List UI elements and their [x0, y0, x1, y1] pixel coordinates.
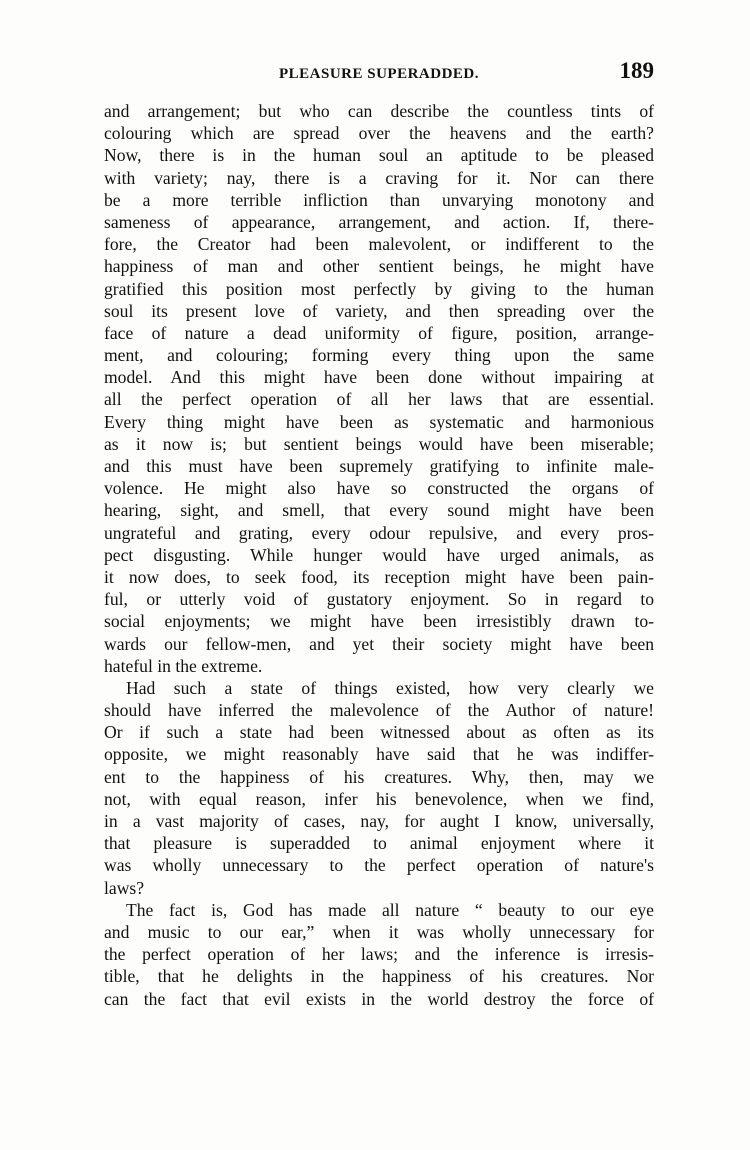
text-line: not, with equal reason, infer his benevolence, when we find, [104, 788, 654, 809]
text-line: ungrateful and grating, every odour repulsive, and every pros- [104, 522, 654, 543]
text-line: all the perfect operation of all her laws that are essential. [104, 389, 654, 410]
text-line: be a more terrible infliction than unvarying monotony and [104, 189, 654, 210]
text-line: Or if such a state had been witnessed about as often as its [104, 722, 654, 743]
text-line: hateful in the extreme. [104, 655, 263, 676]
text-line: and music to our ear,” when it was wholly unnecessary for [104, 921, 654, 942]
text-line: should have inferred the malevolence of the Author of nature! [104, 700, 654, 721]
text-line: happiness of man and other sentient beings, he might have [104, 256, 654, 277]
page-number: 189 [619, 58, 654, 83]
paragraph [104, 899, 654, 1010]
text-line: Every thing might have been as systematic and harmonious [104, 411, 654, 432]
text-line: hearing, sight, and smell, that every sound might have been [104, 500, 654, 521]
text-line: The fact is, God has made all nature “ beauty to our eye [126, 899, 654, 920]
text-line: Had such a state of things existed, how very clearly we [126, 677, 654, 698]
text-line: pect disgusting. While hunger would have urged animals, as [104, 544, 654, 565]
text-line: ment, and colouring; forming every thing upon the same [104, 345, 654, 366]
text-line: Now, there is in the human soul an aptitude to be pleased [104, 145, 654, 166]
text-line: tible, that he delights in the happiness of his creatures. Nor [104, 966, 654, 987]
running-head [104, 58, 654, 88]
paragraph [104, 677, 654, 899]
text-line: model. And this might have been done without impairing at [104, 367, 654, 388]
paragraph [104, 100, 654, 677]
text-line: volence. He might also have so constructed the organs of [104, 478, 654, 499]
text-line: soul its present love of variety, and then spreading over the [104, 300, 654, 321]
text-line: can the fact that evil exists in the world destroy the force of [104, 988, 654, 1009]
text-line: fore, the Creator had been malevolent, or indifferent to the [104, 234, 654, 255]
text-line: with variety; nay, there is a craving for it. Nor can there [104, 167, 654, 188]
text-line: as it now is; but sentient beings would have been miserable; [104, 433, 654, 454]
text-line: sameness of appearance, arrangement, and action. If, there- [104, 211, 654, 232]
text-line: wards our fellow-men, and yet their society might have been [104, 633, 654, 654]
text-line: and this must have been supremely gratifying to infinite male- [104, 456, 654, 476]
text-line: and arrangement; but who can describe the countless tints of [104, 101, 654, 121]
running-title: PLEASURE SUPERADDED. [278, 66, 480, 82]
text-line: social enjoyments; we might have been irresistibly drawn to- [104, 611, 654, 632]
text-line: that pleasure is superadded to animal enjoyment where it [104, 833, 654, 854]
text-line: the perfect operation of her laws; and the inference is irresis- [104, 944, 654, 965]
text-line: opposite, we might reasonably have said that he was indiffer- [104, 744, 654, 765]
text-line: it now does, to seek food, its reception might have been pain- [104, 566, 654, 587]
text-line: colouring which are spread over the heavens and the earth? [104, 123, 654, 144]
text-line: was wholly unnecessary to the perfect operation of nature's [104, 855, 654, 876]
text-line: face of nature a dead uniformity of figure, position, arrange- [104, 322, 654, 343]
text-line: ful, or utterly void of gustatory enjoyment. So in regard to [104, 589, 654, 610]
text-line: in a vast majority of cases, nay, for aught I know, universally, [104, 811, 654, 831]
body-text [104, 100, 654, 1010]
text-line: gratified this position most perfectly by giving to the human [104, 278, 654, 299]
text-line: ent to the happiness of his creatures. Why, then, may we [104, 766, 654, 787]
text-line: laws? [104, 877, 145, 898]
